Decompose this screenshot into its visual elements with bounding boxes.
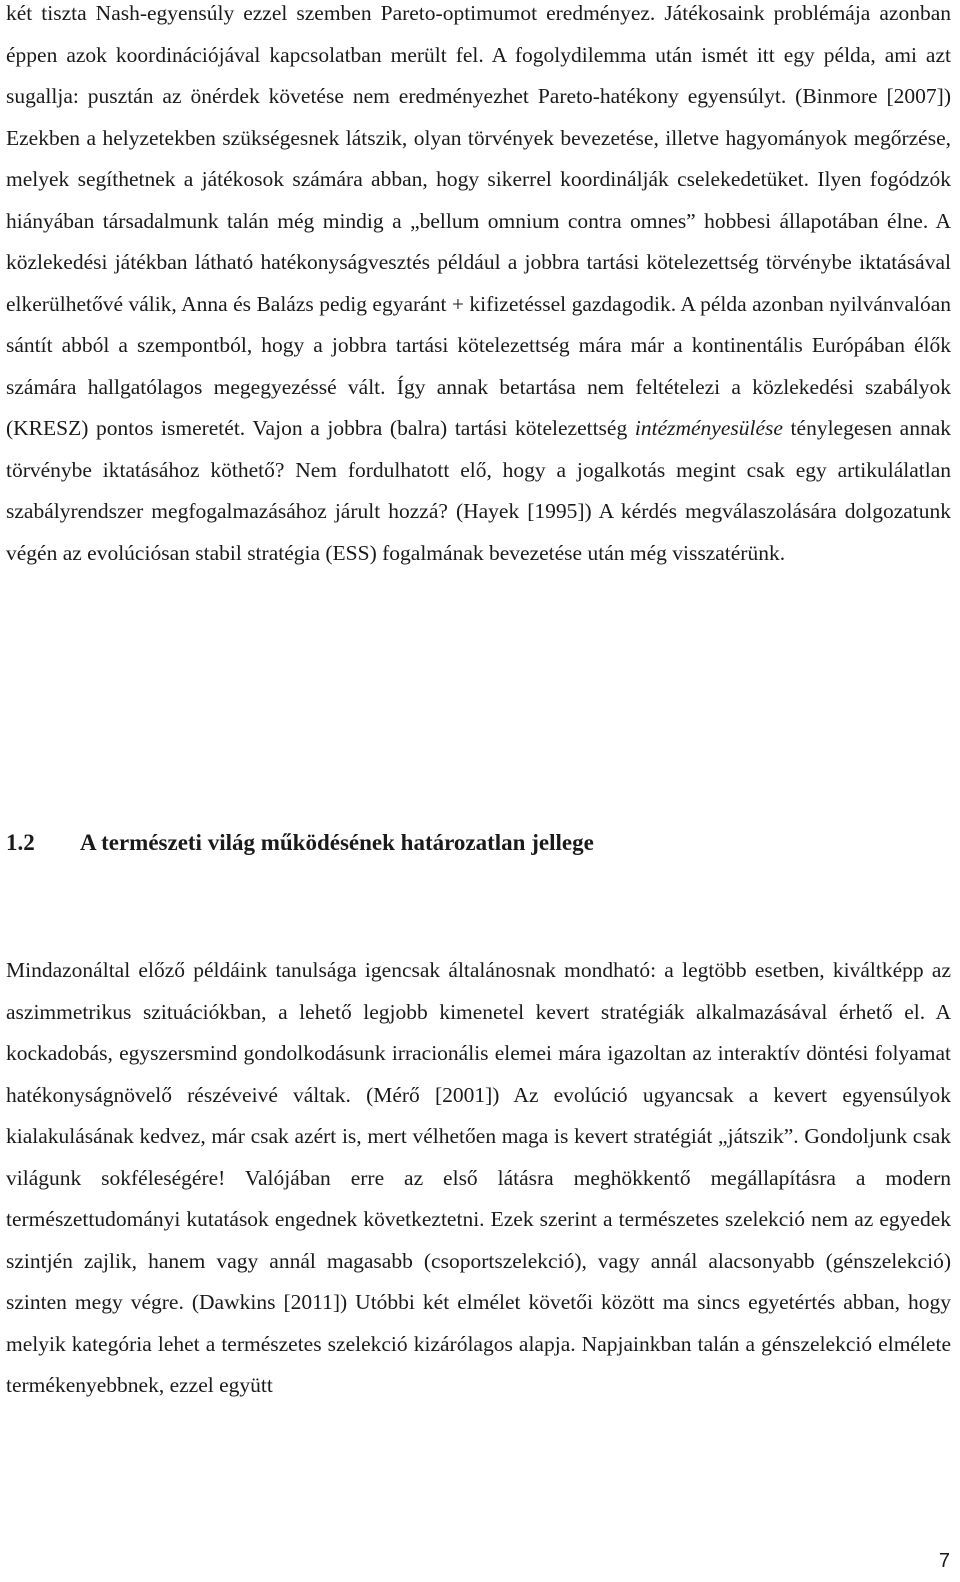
emphasized-term: intézményesülése bbox=[634, 416, 783, 440]
body-paragraph-1 bbox=[6, 0, 951, 574]
section-heading bbox=[6, 828, 594, 858]
paragraph-1-text-b: ténylegesen annak törvénybe iktatásához köthető? Nem fordulhatott elő, hogy a jogalkotás megint csak egy artikulálatlan szabályrendszer megfogalmazásához járult hozzá? (Hayek [1995]) A kérdés megválaszolására dolgozatunk végén az evolúciósan stabil stratégia (ESS) fogalmának bevezetése után még visszatérünk. bbox=[6, 416, 951, 565]
page-number: 7 bbox=[938, 1550, 950, 1572]
section-title: A természeti világ működésének határozatlan jellege bbox=[80, 830, 594, 855]
section-number: 1.2 bbox=[6, 830, 35, 855]
paragraph-1-text-a: két tiszta Nash-egyensúly ezzel szemben Pareto-optimumot eredményez. Játékosaink problémája azonban éppen azok koordinációjával kapcsolatban merült fel. A fogolydilemma után ismét itt egy példa, ami azt sugallja: pusztán az önérdek követése nem eredményezhet Pareto-hatékony egyensúlyt. (Binmore [2007]) Ezekben a helyzetekben szükségesnek látszik, olyan törvények bevezetése, illetve hagyományok megőrzése, melyek segíthetnek a játékosok számára abban, hogy sikerrel koordinálják cselekedetüket. Ilyen fogódzók hiányában társadalmunk talán még mindig a „bellum omnium contra omnes” hobbesi állapotában élne. A közlekedési játékban látható hatékonyságvesztés például a jobbra tartási kötelezettség törvénybe iktatásával elkerülhetővé válik, Anna és Balázs pedig egyaránt + kifizetéssel gazdagodik. A példa azonban nyilvánvalóan sántít abból a szempontból, hogy a jobbra tartási kötelezettség mára már a kontinentális Európában élők számára hallgatólagos megegyezéssé vált. Így annak betartása nem feltételezi a közlekedési szabályok (KRESZ) pontos ismeretét. Vajon a jobbra (balra) tartási kötelezettség bbox=[6, 1, 951, 440]
body-paragraph-2: Mindazonáltal előző példáink tanulsága igencsak általánosnak mondható: a legtöbb esetben, kiváltképp az aszimmetrikus szituációkban, a lehető legjobb kimenetel kevert stratégiák alkalmazásával érhető el. A kockadobás, egyszersmind gondolkodásunk irracionális elemei mára igazoltan az interaktív döntési folyamat hatékonyságnövelő részéveivé váltak. (Mérő [2001]) Az evolúció ugyancsak a kevert egyensúlyok kialakulásának kedvez, már csak azért is, mert vélhetően maga is kevert stratégiát „játszik”. Gondoljunk csak világunk sokféleségére! Valójában erre az első látásra meghökkentő megállapításra a modern természettudományi kutatások engednek következtetni. Ezek szerint a természetes szelekció nem az egyedek szintjén zajlik, hanem vagy annál magasabb (csoportszelekció), vagy annál alacsonyabb (génszelekció) szinten megy végre. (Dawkins [2011]) Utóbbi két elmélet követői között ma sincs egyetértés abban, hogy melyik kategória lehet a természetes szelekció kizárólagos alapja. Napjainkban talán a génszelekció elmélete termékenyebbnek, ezzel együtt bbox=[6, 958, 951, 1397]
